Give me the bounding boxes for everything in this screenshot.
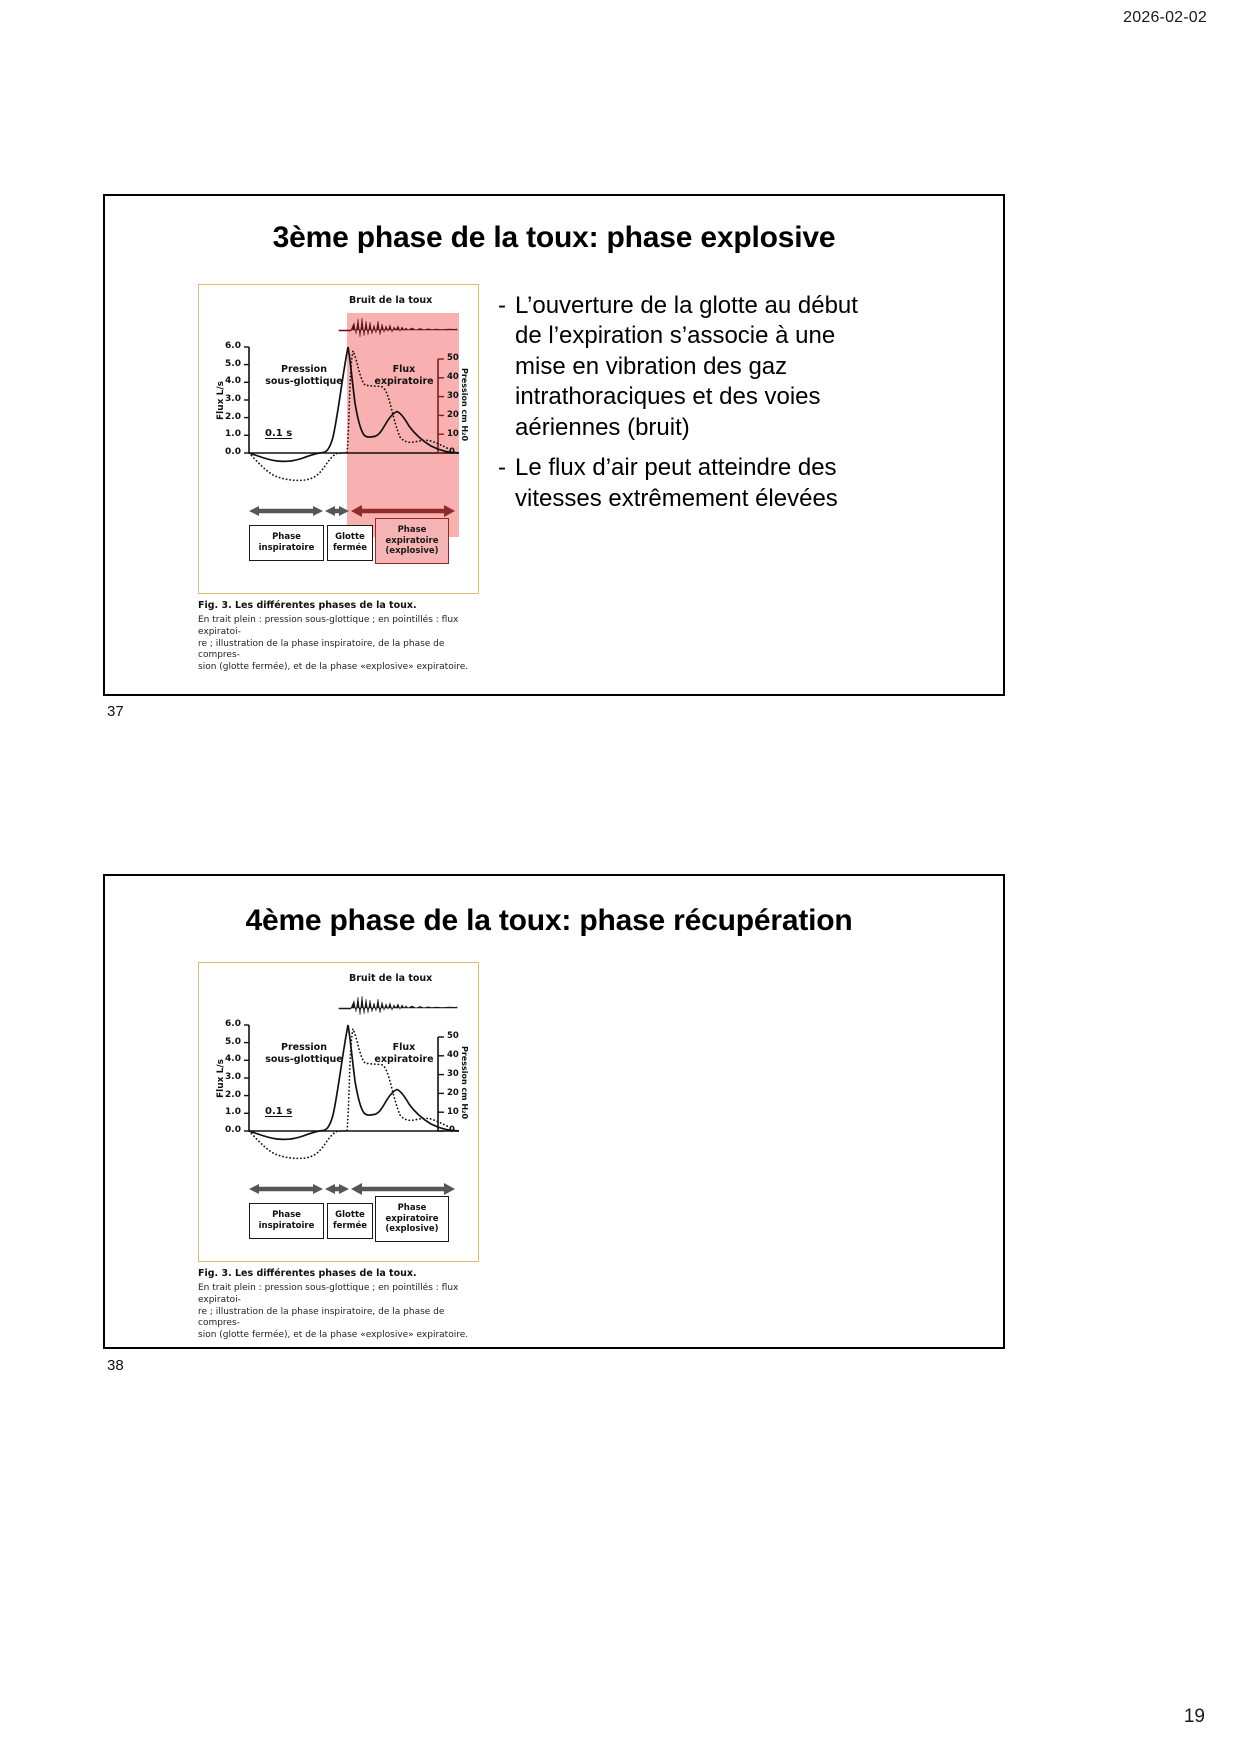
phase-arrows [249,1183,455,1195]
slide-2-number: 38 [107,1357,124,1374]
flow-label-line1: Flux [392,1042,416,1053]
flow-label-line2: expiratoire [374,1053,434,1065]
phase-box-line1: Glotte [335,532,365,543]
phase-box-line1: Phase [272,1210,301,1221]
slide-2-title: 4ème phase de la toux: phase récupération [245,904,853,937]
right-tick-label: 20 [447,410,459,420]
slide-1-title: 3ème phase de la toux: phase explosive [272,221,836,254]
phase-box-glotte-fermee [327,525,373,561]
phase-box-line2: inspiratoire [258,543,315,553]
caption-line-1: En trait plein : pression sous-glottique ; en pointillés : flux expiratoi- [198,1282,459,1305]
phase-box-inspiratoire [249,1203,324,1239]
left-tick-label: 5.0 [225,359,241,369]
slide-1-figure [198,284,479,674]
bullet-text: L’ouverture de la glotte au début de l’expiration s’associe à une mise en vibration des gaz intrathoraciques et des voies aériennes (bruit) [515,292,858,441]
left-tick-label: 0.0 [225,1125,241,1135]
left-tick-label: 1.0 [225,1107,241,1117]
phase-box-expiratoire-explosive [375,1196,449,1242]
noise-label: Bruit de la toux [349,973,433,984]
phase-box-line1: Glotte [335,1210,365,1221]
phase-box-line1: Phase [397,1203,427,1214]
caption-line-2: re ; illustration de la phase inspiratoire, de la phase de compres- [198,638,445,661]
bullet-text: Le flux d’air peut atteindre des vitesses extrêmement élevées [515,454,838,512]
right-tick-label: 40 [447,1050,459,1060]
left-tick-label: 3.0 [225,1072,241,1082]
phase-box-line3: (explosive) [385,546,439,557]
slide-1-number: 37 [107,703,124,720]
bullet-marker: - [498,292,506,319]
pressure-label-line2: sous-glottique [265,375,343,387]
right-tick-label: 20 [447,1088,459,1098]
bullet-item [498,453,868,514]
time-scale-bar [265,428,292,439]
caption-body [198,1283,479,1342]
right-tick-label: 10 [447,429,459,439]
scale-bar-value: 0.1 s [265,1106,293,1117]
phase-box-line3: (explosive) [385,1224,439,1235]
caption-line-1: En trait plein : pression sous-glottique ; en pointillés : flux expiratoi- [198,614,459,637]
caption-line-3: sion (glotte fermée), et de la phase «explosive» expiratoire. [198,662,469,673]
slide-2 [103,874,1005,1349]
right-axis-title: Pression cm H₂0 [460,1046,469,1120]
document-date: 2026-02-02 [1123,9,1207,26]
left-axis-title: Flux L/s [216,1059,226,1098]
pressure-curve-label [259,1042,349,1066]
left-axis-title: Flux L/s [216,381,226,420]
slide-1 [103,194,1005,696]
left-tick-label: 4.0 [225,376,241,386]
phase-box-glotte-fermee [327,1203,373,1239]
bullet-item [498,291,868,443]
flow-label-line2: expiratoire [374,375,434,387]
caption-body [198,615,479,674]
figure-caption [198,1268,479,1342]
figure-panel [198,284,479,594]
left-tick-label: 2.0 [225,412,241,422]
figure-panel [198,962,479,1262]
slide-1-bullets [498,291,868,524]
right-tick-label: 30 [447,1069,459,1079]
cough-sound-waveform [339,318,457,337]
right-tick-label: 10 [447,1107,459,1117]
left-tick-label: 4.0 [225,1054,241,1064]
pressure-curve-label [259,364,349,388]
cough-sound-waveform [339,996,457,1015]
phase-box-line2: inspiratoire [258,1221,315,1231]
noise-label: Bruit de la toux [349,295,433,306]
phase-box-line2: expiratoire [385,1213,439,1224]
figure-caption [198,600,479,674]
pressure-label-line2: sous-glottique [265,1053,343,1065]
cough-phases-chart [199,285,478,593]
phase-arrows [249,505,455,517]
pressure-label-line1: Pression [281,1042,327,1053]
phase-box-expiratoire-explosive [375,518,449,564]
left-tick-label: 6.0 [225,341,241,351]
caption-line-2: re ; illustration de la phase inspiratoire, de la phase de compres- [198,1306,445,1329]
left-tick-label: 6.0 [225,1019,241,1029]
phase-box-line1: Phase [272,532,301,543]
cough-phases-chart [199,963,478,1261]
flow-label-line1: Flux [392,364,416,375]
flow-curve-label [364,1042,444,1066]
right-tick-label: 0 [449,1125,455,1135]
phase-box-line2: fermée [332,543,368,553]
bullet-marker: - [498,454,506,482]
phase-box-inspiratoire [249,525,324,561]
left-tick-label: 5.0 [225,1037,241,1047]
right-tick-label: 0 [449,447,455,457]
left-tick-label: 1.0 [225,429,241,439]
caption-line-3: sion (glotte fermée), et de la phase «explosive» expiratoire. [198,1330,469,1341]
scale-bar-value: 0.1 s [265,428,293,439]
phase-box-line2: fermée [332,1221,368,1231]
left-tick-label: 0.0 [225,447,241,457]
phase-box-line2: expiratoire [385,535,439,546]
right-axis-title: Pression cm H₂0 [460,368,469,442]
left-tick-label: 2.0 [225,1090,241,1100]
right-tick-label: 50 [447,1031,459,1041]
right-tick-label: 50 [447,353,459,363]
page-number: 19 [1183,1706,1205,1727]
slide-2-figure [198,962,479,1342]
pressure-label-line1: Pression [281,364,327,375]
flow-curve-label [364,364,444,388]
left-tick-label: 3.0 [225,394,241,404]
time-scale-bar [265,1106,292,1117]
phase-box-line1: Phase [397,525,427,536]
right-tick-label: 30 [447,391,459,401]
caption-title: Fig. 3. Les différentes phases de la toux. [198,600,417,611]
caption-title: Fig. 3. Les différentes phases de la toux. [198,1268,417,1279]
right-tick-label: 40 [447,372,459,382]
